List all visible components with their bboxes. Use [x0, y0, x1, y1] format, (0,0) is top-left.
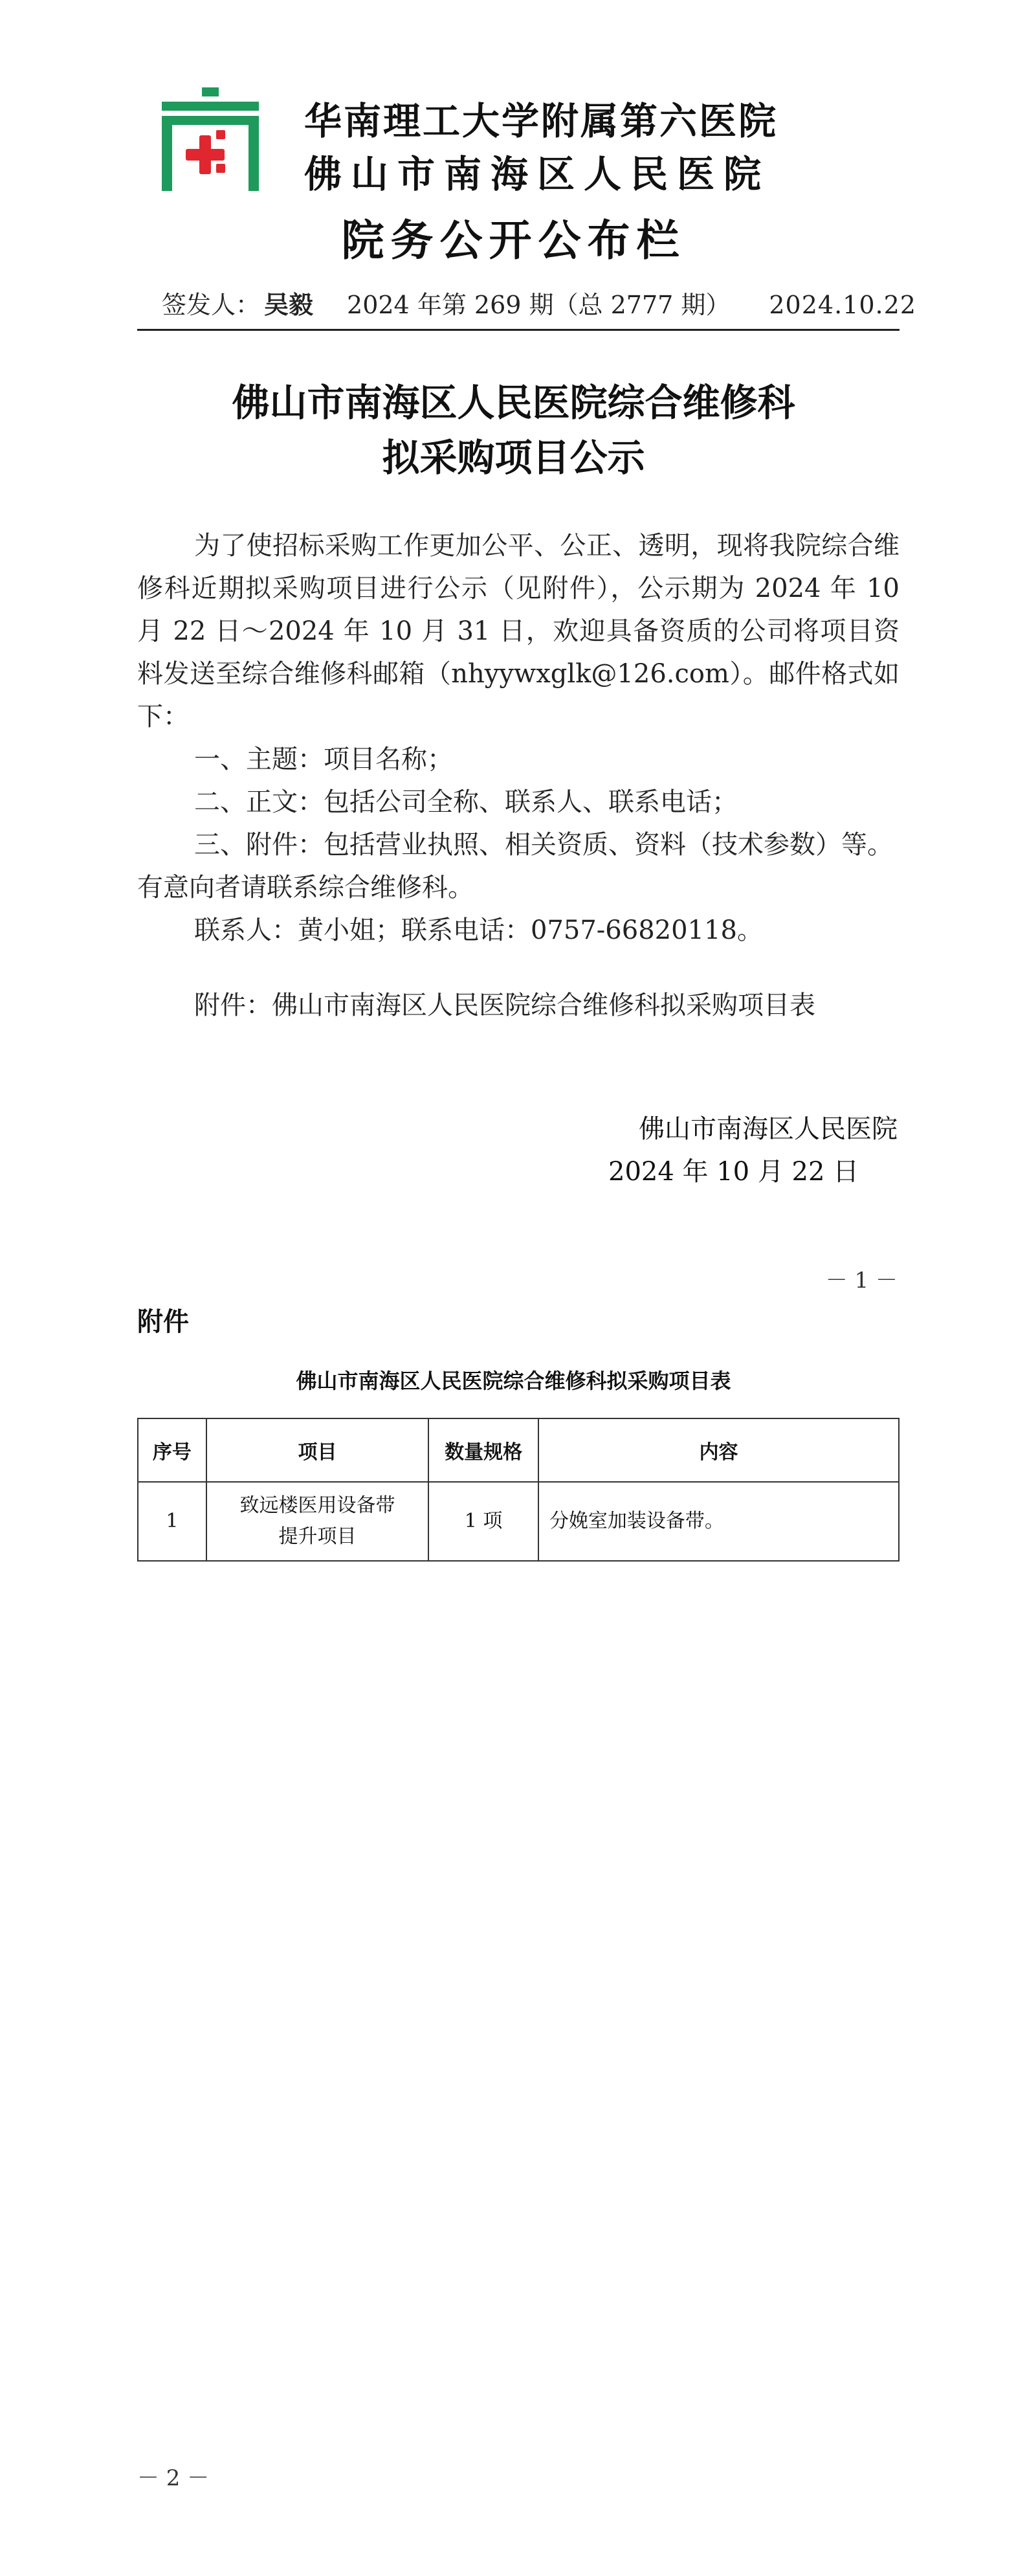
column-header-no: 序号 — [138, 1418, 206, 1482]
signature-date: 2024 年 10 月 22 日 — [608, 1157, 859, 1187]
list-item: 三、附件：包括营业执照、相关资质、资料（技术参数）等。 — [194, 830, 893, 860]
cell-no: 1 — [138, 1482, 206, 1561]
hospital-name-secondary: 佛山市南海区人民医院 — [304, 152, 771, 196]
list-item: 二、正文：包括公司全称、联系人、联系电话； — [194, 787, 738, 817]
notice-paragraph: 为了使招标采购工作更加公平、公正、透明，现将我院综合维修科近期拟采购项目进行公示（见附件），公示期为 2024 年 10 月 22 日～2024 年 10 月 31 日，欢迎具备资质的公司将项目资料发送至综合维修科邮箱（nhyywxglk@126.com）。邮件格式如下： — [137, 531, 900, 732]
cell-item-line2: 提升项目 — [278, 1525, 357, 1548]
issue-meta — [162, 285, 916, 320]
closing-text: 有意向者请联系综合维修科。 — [137, 873, 474, 902]
hospital-name-primary: 华南理工大学附属第六医院 — [304, 99, 779, 143]
issue-number: 2024 年第 269 期（总 2777 期） — [347, 291, 731, 319]
column-header-item: 项目 — [206, 1418, 428, 1482]
table-header-row — [138, 1418, 899, 1482]
cell-item-line1: 致远楼医用设备带 — [239, 1494, 395, 1517]
notice-title-line2: 拟采购项目公示 — [382, 436, 645, 480]
cell-item — [206, 1482, 428, 1561]
page-number: － 1 － — [825, 1268, 898, 1294]
header-divider — [137, 329, 900, 331]
list-item: 一、主题：项目名称； — [194, 745, 453, 774]
column-header-content: 内容 — [538, 1418, 899, 1482]
cell-content: 分娩室加装设备带。 — [538, 1482, 899, 1561]
attachment-label: 附件 — [137, 1307, 189, 1337]
notice-body — [137, 524, 900, 1027]
attachment-note: 附件：佛山市南海区人民医院综合维修科拟采购项目表 — [194, 991, 815, 1020]
contact-info: 联系人：黄小姐；联系电话：0757-66820118。 — [194, 915, 763, 945]
notice-title-line1: 佛山市南海区人民医院综合维修科 — [232, 381, 795, 425]
board-title: 院务公开公布栏 — [341, 215, 686, 265]
column-header-qty: 数量规格 — [428, 1418, 538, 1482]
cell-qty: 1 项 — [428, 1482, 538, 1561]
procurement-table — [137, 1418, 900, 1562]
attachment-table-title: 佛山市南海区人民医院综合维修科拟采购项目表 — [296, 1369, 731, 1393]
signer-label: 签发人： — [162, 291, 261, 319]
signature-organization: 佛山市南海区人民医院 — [639, 1114, 898, 1144]
page-number: － 2 － — [137, 2465, 210, 2491]
table-row — [138, 1482, 899, 1561]
issue-date: 2024.10.22 — [769, 291, 916, 319]
hospital-logo-icon — [162, 87, 259, 191]
signer-name: 吴毅 — [264, 290, 314, 319]
